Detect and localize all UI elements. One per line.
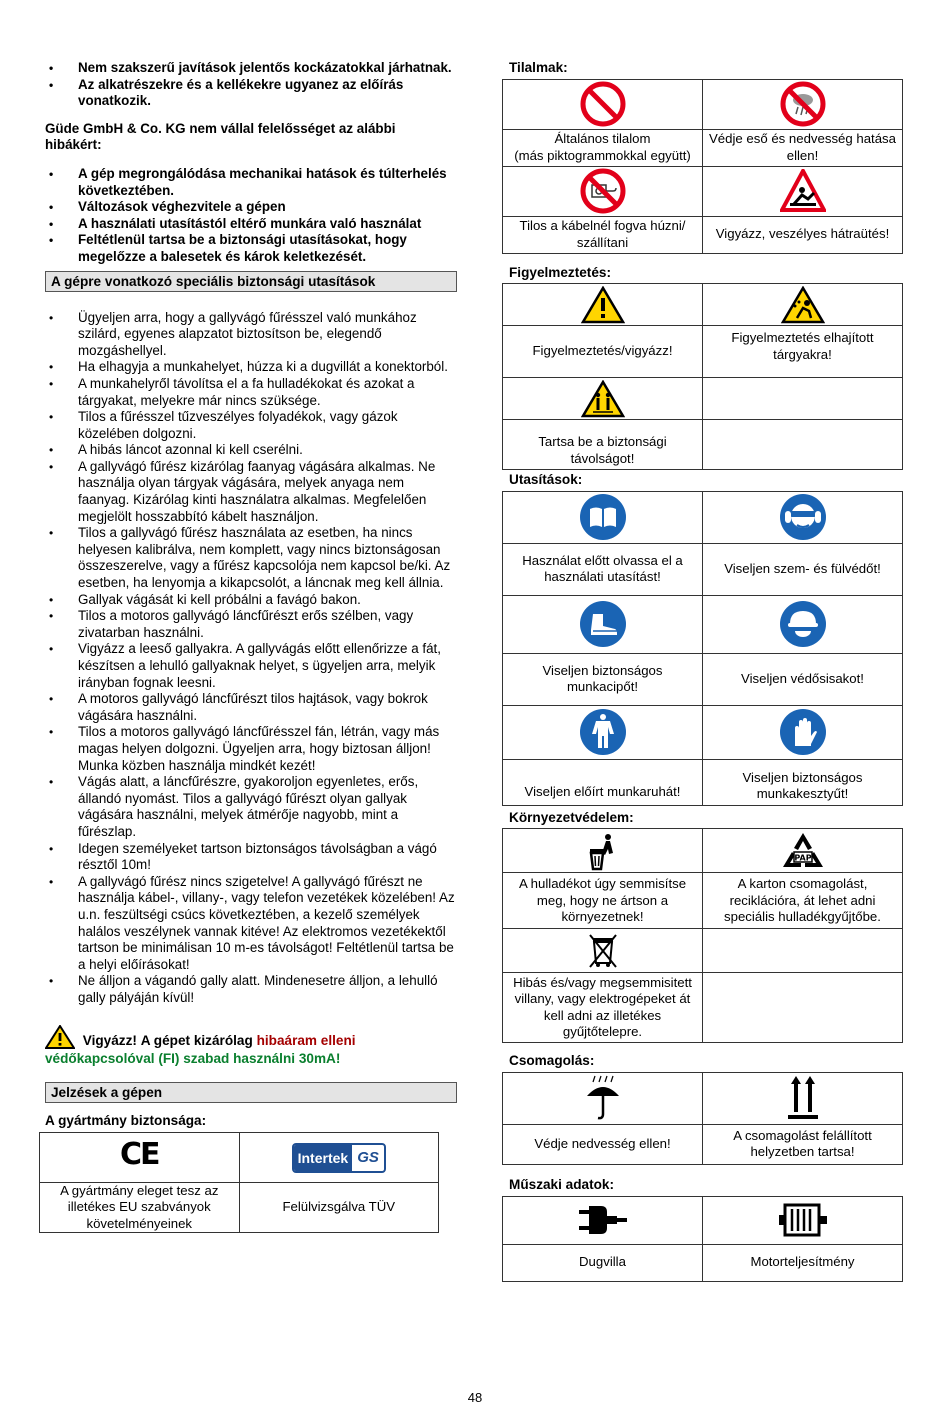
- prohibitions-table: [502, 79, 903, 254]
- environment-text: Hibás és/vagy megsemmisitett villany, vagy elektrogépeket át kell adni az illetékes gyűjtőtelepre.: [503, 973, 703, 1043]
- motor-power-icon: [703, 1201, 902, 1239]
- list-item: • A motoros gallyvágó láncfűrészt tilos hajtások, vagy bokrok vágására használni.: [45, 691, 457, 724]
- empty-cell: [703, 420, 903, 470]
- instruction-text: Viseljen biztonságos munkacipőt!: [503, 653, 703, 705]
- this-side-up-icon: [703, 1074, 902, 1122]
- helmet-icon: [703, 600, 902, 648]
- empty-cell: [703, 973, 903, 1043]
- list-item: • A gép megrongálódása mechanikai hatások és túlterhelés következtében.: [45, 166, 447, 199]
- list-item: • Vágás alatt, a láncfűrészre, gyakoroljon egyenletes, erős, állandó nyomást. Tilos a gallyvágó fűrészt olyan gallyak vágására használni, melyek átmérője nagyobb, mint a fűrészlap.: [45, 774, 457, 840]
- fi-warning: [45, 1025, 457, 1068]
- left-column: [45, 60, 457, 1233]
- warning-text: Vigyázz, veszélyes hátraütés!: [703, 216, 903, 253]
- empty-cell: [703, 929, 903, 973]
- ce-text: A gyártmány eleget tesz az illetékes EU szabványok követelményeinek: [40, 1183, 240, 1233]
- list-item: • Ne álljon a vágandó gally alatt. Mindenesetre álljon, a lehulló gally pályáján kívül!: [45, 973, 457, 1006]
- environment-cell: [503, 829, 703, 873]
- section-title-machine-signs: Jelzések a gépen: [45, 1082, 457, 1103]
- product-safety-table: [39, 1132, 439, 1233]
- svg-text:PAP: PAP: [793, 853, 812, 863]
- list-item: • Ha elhagyja a munkahelyet, húzza ki a dugvillát a konektorból.: [45, 359, 457, 376]
- warning-cell: [703, 284, 903, 326]
- intertek-gs-icon: Intertek GS: [292, 1143, 386, 1173]
- warning-triangle-icon: [45, 1025, 75, 1049]
- warning-part1: A gépet kizárólag: [140, 1033, 253, 1049]
- environment-text: A karton csomagolást, reciklációra, át lehet adni speciális hulladékgyűjtőbe.: [703, 873, 903, 929]
- list-item: • Változások véghezvitele a gépen: [45, 199, 447, 216]
- packaging-table: [502, 1072, 903, 1165]
- instruction-text: Viseljen előírt munkaruhát!: [503, 759, 703, 805]
- product-safety-heading: A gyártmány biztonsága:: [45, 1113, 207, 1129]
- list-item: • Tilos a motoros gallyvágó láncfűrésszel fán, létrán, vagy más magas helyen dolgozni. Ügyeljen arra, hogy biztosan álljon! Munka közben használja mindkét kezét!: [45, 724, 457, 774]
- technical-text: Motorteljesítmény: [703, 1244, 903, 1281]
- list-item: • Nem szakszerű javítások jelentős kockázatokkal járhatnak.: [45, 60, 457, 77]
- list-item: • A munkahelyről távolítsa el a fa hulladékokat és azokat a tárgyakat, melyekre már nincs szüksége.: [45, 376, 457, 409]
- page-number: 48: [467, 1390, 483, 1403]
- technical-cell: [503, 1196, 703, 1244]
- instruction-cell: [703, 595, 903, 653]
- list-item: • A gallyvágó fűrész kizárólag faanyag vágására alkalmas. Ne használja olyan tárgyak vágására, melyek anyaga nem faanyag. Kizárólag kinti használatra alkalmas. Megfelelően megjelölt hosszabbító kábelt használjon.: [45, 459, 457, 525]
- instruction-cell: [503, 705, 703, 759]
- instruction-cell: [503, 491, 703, 543]
- environment-table: [502, 828, 903, 1043]
- warning-part2: hibaáram elleni: [256, 1033, 356, 1049]
- environment-text: A hulladékot úgy semmisítse meg, hogy ne ártson a környezetnek!: [503, 873, 703, 929]
- list-item: • Vigyázz a leeső gallyakra. A gallyvágás előtt ellenőrizze a fát, készítsen a lehulló gallyaknak helyet, s ügyeljen arra, melyik irányban fognak leesni.: [45, 641, 457, 691]
- prohibition-cell: [503, 79, 703, 129]
- prohibition-text: Védje eső és nedvesség hatása ellen!: [703, 129, 903, 166]
- list-item: • Tilos a motoros gallyvágó láncfűrészt erős szélben, vagy zivatarban használni.: [45, 608, 457, 641]
- prohibitions-heading: Tilalmak:: [509, 60, 568, 75]
- recycle-pap-icon: [703, 830, 902, 872]
- list-item: • Tilos a gallyvágó fűrész használata az esetben, ha nincs helyesen kalibrálva, nem komplett, vagy nincs biztonságosan összeszerelve, vagy a fűrész kapcsolója nem kapcsol be/ki. Az esetben, ha lenyomja a kikapcsolót, a láncnak meg kell állnia.: [45, 525, 457, 591]
- top-bullet-list: [45, 60, 457, 110]
- rain-prohibition-icon: [703, 81, 902, 127]
- right-column: [502, 60, 904, 1282]
- prohibition-cell: [703, 79, 903, 129]
- ce-mark-cell: [40, 1133, 240, 1183]
- instruction-text: Viseljen védősisakot!: [703, 653, 903, 705]
- safety-bullet-list: [45, 310, 457, 1007]
- general-prohibition-icon: [503, 81, 702, 127]
- list-item: • Feltétlenül tartsa be a biztonsági utasításokat, hogy megelőzze a balesetek és károk keletkezését.: [45, 232, 447, 265]
- general-warning-icon: [503, 286, 702, 324]
- packaging-heading: Csomagolás:: [509, 1053, 595, 1069]
- technical-table: [502, 1196, 903, 1282]
- cable-pull-prohibition-icon: [503, 168, 702, 214]
- weee-crossed-bin-icon: [503, 931, 702, 971]
- empty-cell: [703, 378, 903, 420]
- instruction-text: Használat előtt olvassa el a használati utasítást!: [503, 543, 703, 595]
- environment-heading: Környezetvédelem:: [509, 809, 634, 825]
- instructions-table: [502, 491, 903, 806]
- thrown-objects-warning-icon: [703, 286, 902, 324]
- technical-heading: Műszaki adatok:: [509, 1176, 614, 1192]
- warnings-heading: Figyelmeztetés:: [509, 264, 611, 280]
- warning-text: Figyelmeztetés elhajított tárgyakra!: [703, 326, 903, 378]
- instruction-text: Viseljen biztonságos munkakesztyűt!: [703, 759, 903, 805]
- prohibition-text: Tilos a kábelnél fogva húzni/ szállítani: [503, 216, 703, 253]
- safety-distance-warning-icon: [503, 380, 702, 418]
- list-item: • Tilos a fűrésszel tűzveszélyes folyadékok, vagy gázok közelében dolgozni.: [45, 409, 457, 442]
- technical-cell: [703, 1196, 903, 1244]
- instruction-cell: [703, 491, 903, 543]
- list-item: • Az alkatrészekre és a kellékekre ugyanez az előírás vonatkozik.: [45, 77, 457, 110]
- section-title-special-safety: A gépre vonatkozó speciális biztonsági utasítások: [45, 271, 457, 292]
- instruction-cell: [703, 705, 903, 759]
- gloves-icon: [703, 708, 902, 756]
- warning-cell: [503, 284, 703, 326]
- warning-word: Vigyázz!: [82, 1033, 137, 1049]
- kickback-warning-icon: [703, 169, 902, 213]
- packaging-text: A csomagolást felállított helyzetben tartsa!: [703, 1124, 903, 1164]
- instruction-cell: [503, 595, 703, 653]
- disclaimer-bullet-list: [45, 166, 457, 266]
- tuv-logo-cell: [239, 1133, 439, 1183]
- list-item: • Ügyeljen arra, hogy a gallyvágó fűrésszel való munkához szilárd, egyenes alapzatot biztosítson be, elegendő mozgáshellyel.: [45, 310, 457, 360]
- ce-mark-icon: CE: [119, 1136, 159, 1172]
- eye-ear-protection-icon: [703, 493, 902, 541]
- prohibition-cell: [503, 166, 703, 216]
- disclaimer-text: Güde GmbH & Co. KG nem vállal felelősséget az alábbi hibákért:: [45, 120, 396, 153]
- warning-part3: védőkapcsolóval (FI) szabad használni 30mA!: [45, 1051, 341, 1067]
- litter-bin-icon: [503, 831, 702, 871]
- tuv-text: Felülvizsgálva TÜV: [239, 1183, 439, 1233]
- warnings-table: [502, 283, 903, 470]
- packaging-cell: [503, 1072, 703, 1124]
- instruction-text: Viseljen szem- és fülvédőt!: [703, 543, 903, 595]
- packaging-cell: [703, 1072, 903, 1124]
- environment-cell: [703, 829, 903, 873]
- warning-text: Tartsa be a biztonsági távolságot!: [503, 420, 703, 470]
- technical-text: Dugvilla: [503, 1244, 703, 1281]
- warning-cell: [503, 378, 703, 420]
- list-item: • Idegen személyeket tartson biztonságos távolságban a vágó résztől 10m!: [45, 841, 457, 874]
- warning-cell: [703, 166, 903, 216]
- instructions-heading: Utasítások:: [509, 472, 583, 488]
- list-item: • A gallyvágó fűrész nincs szigetelve! A gallyvágó fűrészt ne használja kábel-, villany-, vagy telefon vezetékek közelében! Az u.n. feszültségi csúcs következtében, a kezelő személyek halálos veszélynek vannak kitéve! Az elektromos vezetékektől tartson be minimálisan 10 m-es távolságot! Feltétlenül tartsa be a helyi előírásokat!: [45, 874, 457, 974]
- warning-text: Figyelmeztetés/vigyázz!: [503, 326, 703, 378]
- read-manual-icon: [503, 493, 702, 541]
- plug-icon: [503, 1202, 702, 1238]
- prohibition-text: Általános tilalom (más piktogrammokkal együtt): [503, 129, 703, 166]
- packaging-text: Védje nedvesség ellen!: [503, 1124, 703, 1164]
- environment-cell: [503, 929, 703, 973]
- work-clothes-icon: [503, 708, 702, 756]
- safety-shoes-icon: [503, 600, 702, 648]
- list-item: • A hibás láncot azonnal ki kell cserélni.: [45, 442, 457, 459]
- list-item: • Gallyak vágását ki kell próbálni a favágó bakon.: [45, 592, 457, 609]
- list-item: • A használati utasítástól eltérő munkára való használat: [45, 216, 447, 233]
- keep-dry-umbrella-icon: [503, 1074, 702, 1122]
